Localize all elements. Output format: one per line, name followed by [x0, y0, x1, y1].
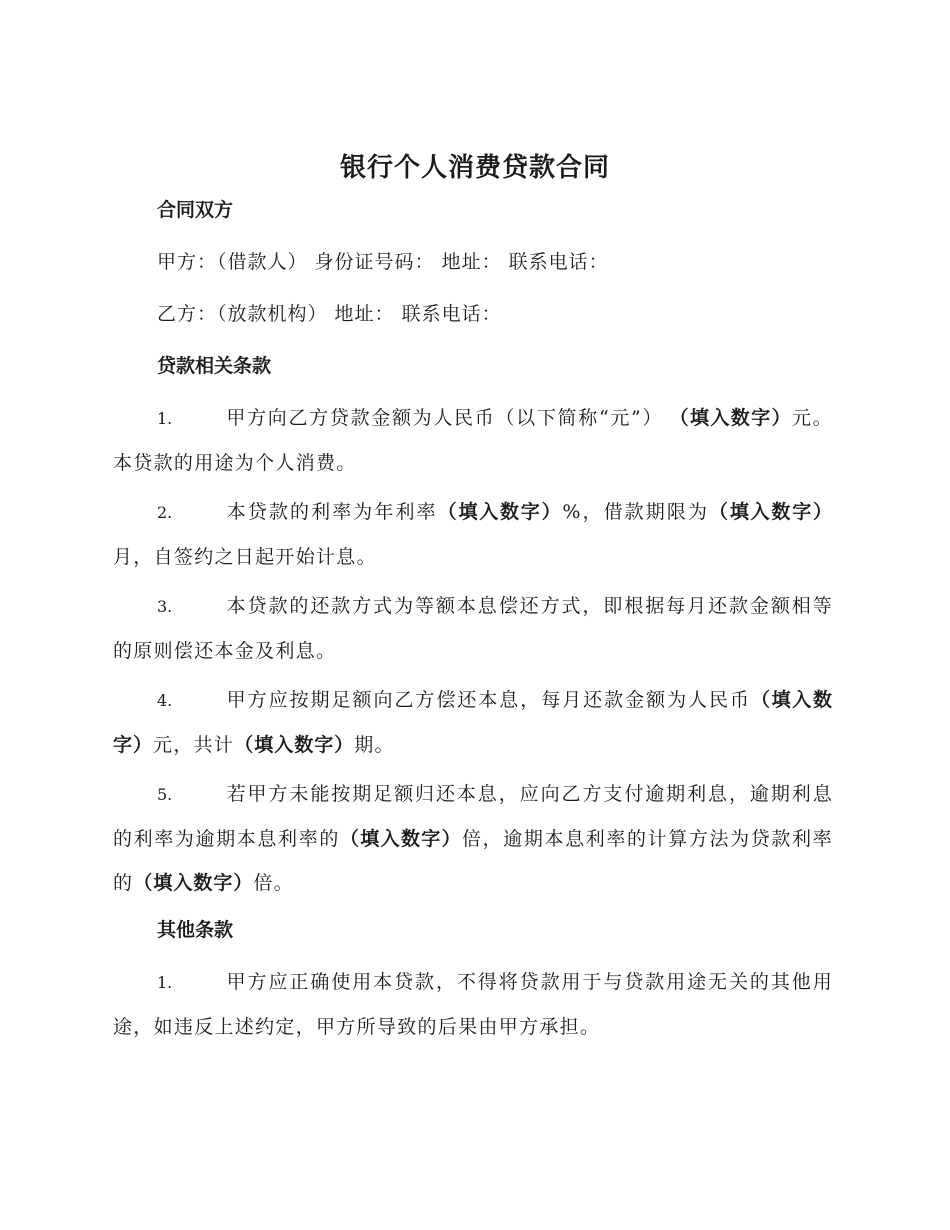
- document-title: 银行个人消费贷款合同: [339, 153, 610, 183]
- item-text: 元。本贷款的用途为个人消费。: [113, 407, 833, 474]
- fill-placeholder: （填入数字）: [234, 734, 355, 756]
- fill-placeholder: （填入数字）: [709, 501, 833, 523]
- item-text: 本贷款的利率为年利率: [226, 501, 438, 523]
- item-text: 月，自签约之日起开始计息。: [113, 546, 377, 568]
- item-number: 5.: [157, 785, 173, 804]
- loan-term-2: [113, 490, 833, 579]
- item-text: 元，共计: [153, 734, 235, 756]
- party-a-line: 甲方：（借款人） 身份证号码： 地址： 联系电话：: [157, 251, 609, 273]
- item-text: 甲方向乙方贷款金额为人民币（以下简称“元”）: [226, 407, 664, 429]
- item-text: 甲方应按期足额向乙方偿还本息，每月还款金额为人民币: [226, 689, 751, 711]
- item-number: 3.: [157, 597, 173, 616]
- item-number: 1.: [157, 409, 173, 428]
- item-text: 若甲方未能按期足额归还本息，应向乙方支付逾期利息，逾期利息的利率为逾期本息利率的: [113, 783, 833, 850]
- item-number: 1.: [157, 973, 173, 992]
- loan-term-3: [113, 584, 833, 673]
- item-number: 2.: [157, 503, 173, 522]
- item-number: 4.: [157, 691, 173, 710]
- item-text: 期。: [354, 734, 395, 756]
- section-heading-parties: 合同双方: [157, 199, 234, 221]
- section-heading-loan-terms: 贷款相关条款: [157, 355, 272, 377]
- item-text: %，借款期限为: [562, 501, 710, 523]
- item-text: 甲方应正确使用本贷款，不得将贷款用于与贷款用途无关的其他用途，如违反上述约定，甲方所导致的后果由甲方承担。: [113, 971, 833, 1038]
- other-term-1: [113, 960, 833, 1049]
- party-b-line: 乙方：（放款机构） 地址： 联系电话：: [157, 303, 502, 325]
- loan-term-5: [113, 772, 833, 905]
- loan-term-1: [113, 396, 833, 485]
- fill-placeholder: （填入数字）: [437, 501, 563, 523]
- fill-placeholder: （填入数字）: [339, 828, 462, 850]
- fill-placeholder: （填入数字）: [133, 872, 254, 894]
- item-text: 倍，逾期本息利率的计算方法为贷款利率的: [113, 828, 833, 894]
- item-text: 本贷款的还款方式为等额本息偿还方式，即根据每月还款金额相等的原则偿还本金及利息。: [113, 595, 833, 662]
- fill-placeholder: （填入数字）: [669, 407, 792, 429]
- section-heading-other-terms: 其他条款: [157, 919, 234, 941]
- item-text: 倍。: [253, 872, 294, 894]
- fill-placeholder: （填入数字）: [113, 689, 833, 756]
- loan-term-4: [113, 678, 833, 767]
